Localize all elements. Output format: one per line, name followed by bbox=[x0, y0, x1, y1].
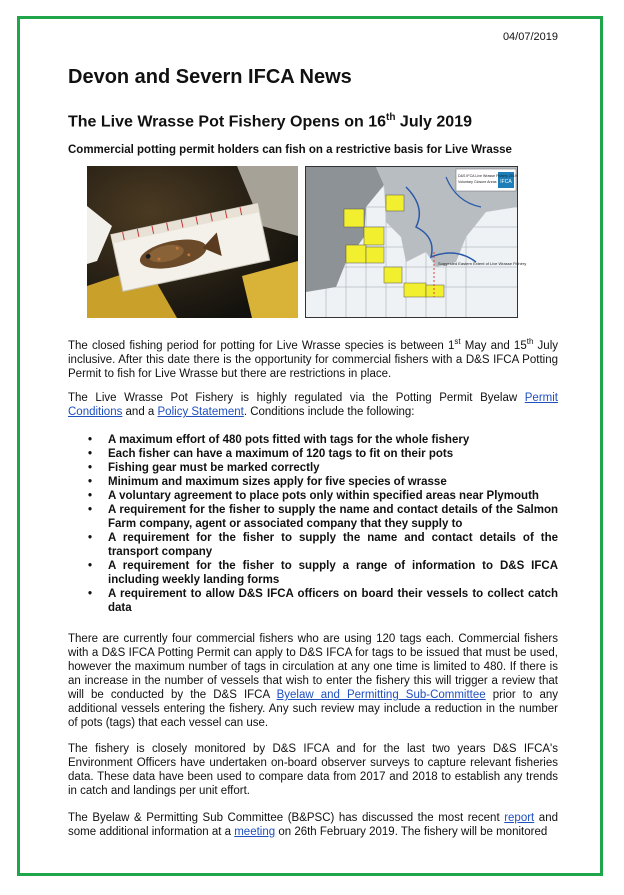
list-item: • A maximum effort of 480 pots fitted with tags for the whole fishery bbox=[68, 433, 558, 447]
map-logo-text: IFCA bbox=[500, 179, 512, 185]
para2-text-b: and a bbox=[122, 406, 158, 418]
paragraph-monitoring: The fishery is closely monitored by D&S IFCA and for the last two years D&S IFCA's Environment Officers have undertaken on-board observer surveys to capture relevant fisheries data. These data have been used to compare data from 2017 and 2018 to establish any trends in catch and landings per unit effort. bbox=[68, 743, 558, 797]
date-label: 04/07/2019 bbox=[502, 31, 558, 43]
para1-sup-b: th bbox=[526, 337, 534, 346]
paragraph-closed-period bbox=[68, 335, 558, 381]
para1-sup-a: st bbox=[454, 337, 461, 346]
para2-text-c: . Conditions include the following: bbox=[243, 406, 415, 418]
meeting-link[interactable]: meeting bbox=[234, 826, 276, 838]
para3-text-b: prior to any additional vessels entering the fishery. Any such review may include a reduction in the number of pots (tags) that each vessel can use. bbox=[68, 689, 558, 729]
list-item: • A requirement for the fisher to supply the name and contact details of the Salmon Farm company, agent or associated company that they supply to bbox=[68, 503, 558, 531]
para2-text-a: The Live Wrasse Pot Fishery is highly regulated via the Potting Permit Byelaw bbox=[68, 392, 525, 404]
paragraph-tags bbox=[68, 632, 558, 730]
list-item: • A requirement for the fisher to supply the name and contact details of the transport company bbox=[68, 531, 558, 559]
para1-text-c: July inclusive. After this date there is the opportunity for commercial fishers with a D&S IFCA Potting Permit to fish for Live Wrasse but there are restrictions in place. bbox=[68, 339, 558, 380]
list-item: • Fishing gear must be marked correctly bbox=[68, 461, 558, 475]
map-title-text: D&S IFCA Live Wrasse Fishery 2019 bbox=[458, 174, 517, 178]
newsletter-title: Devon and Severn IFCA News bbox=[68, 66, 352, 88]
byelaw-subcommittee-link[interactable]: Byelaw and Permitting Sub-Committee bbox=[276, 689, 486, 701]
para5-text-c: on 26th February 2019. The fishery will be monitored bbox=[275, 826, 548, 838]
list-item: • Each fisher can have a maximum of 120 tags to fit on their pots bbox=[68, 447, 558, 461]
policy-statement-link[interactable]: Policy Statement bbox=[157, 406, 244, 418]
headline-text-end: July 2019 bbox=[395, 113, 472, 131]
paragraph-regulation bbox=[68, 391, 558, 419]
map-extent-note: Suggested Eastern Extent of Live Wrasse Fishery bbox=[438, 261, 527, 266]
article-subheading: Commercial potting permit holders can fish on a restrictive basis for Live Wrasse bbox=[68, 144, 512, 156]
para1-text-a: The closed fishing period for potting for Live Wrasse species is between 1 bbox=[68, 339, 455, 352]
para5-text-a: The Byelaw & Permitting Sub Committee (B&PSC) has discussed the most recent bbox=[68, 812, 505, 824]
wrasse-photo bbox=[87, 166, 298, 318]
list-item: • A requirement for the fisher to supply a range of information to D&S IFCA including weekly landing forms bbox=[68, 559, 558, 587]
permit-conditions-link[interactable]: Permit Conditions bbox=[68, 392, 558, 418]
conditions-list bbox=[68, 433, 558, 615]
list-item: • A voluntary agreement to place pots only within specified areas near Plymouth bbox=[68, 489, 558, 503]
para1-text-b: May and 15 bbox=[460, 339, 527, 352]
para3-text-a: There are currently four commercial fishers who are using 120 tags each. Commercial fishers with a D&S IFCA Potting Permit can apply to D&S IFCA for tags to be issued that must be used, however the maximum number of tags in circulation at any one time is limited to 480. If there is an increase in the number of vessels that wish to enter the fishery this will trigger a review that will be conducted by the D&S IFCA bbox=[68, 633, 558, 701]
headline-text: The Live Wrasse Pot Fishery Opens on 16 bbox=[68, 113, 387, 131]
report-link[interactable]: report bbox=[504, 812, 535, 824]
para5-text-b: and some additional information at a bbox=[68, 812, 558, 838]
list-item: • Minimum and maximum sizes apply for five species of wrasse bbox=[68, 475, 558, 489]
fishery-area-map bbox=[305, 166, 527, 318]
map-subtitle-text: Voluntary Closure Areas bbox=[458, 180, 497, 184]
paragraph-bpsc bbox=[68, 811, 558, 839]
list-item: • A requirement to allow D&S IFCA officers on board their vessels to collect catch data bbox=[68, 587, 558, 615]
headline-superscript: th bbox=[386, 112, 396, 123]
article-headline bbox=[68, 112, 472, 131]
